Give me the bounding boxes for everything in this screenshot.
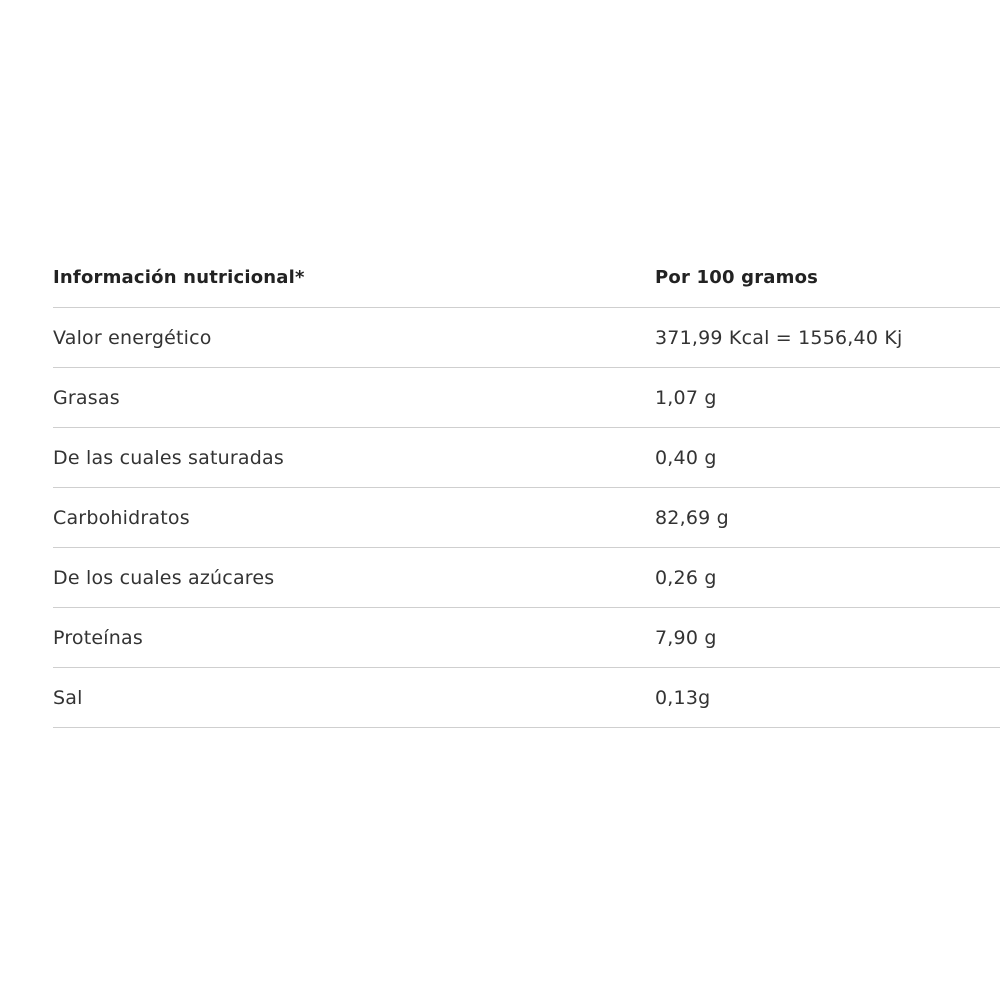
table-row xyxy=(53,608,1000,668)
row-label: De las cuales saturadas xyxy=(53,446,284,469)
table-row xyxy=(53,488,1000,548)
row-value: 1,07 g xyxy=(655,386,717,409)
row-value: 371,99 Kcal = 1556,40 Kj xyxy=(655,326,903,349)
row-value: 82,69 g xyxy=(655,506,729,529)
row-label: Proteínas xyxy=(53,626,143,649)
row-label: Valor energético xyxy=(53,326,212,349)
row-value: 0,13g xyxy=(655,686,711,709)
header-label: Información nutricional* xyxy=(53,267,305,288)
row-label: De los cuales azúcares xyxy=(53,566,275,589)
row-label: Sal xyxy=(53,686,83,709)
nutrition-table xyxy=(53,248,1000,728)
row-value: 0,26 g xyxy=(655,566,717,589)
row-value: 0,40 g xyxy=(655,446,717,469)
header-value: Por 100 gramos xyxy=(655,267,819,288)
table-row xyxy=(53,308,1000,368)
table-row xyxy=(53,548,1000,608)
row-label: Carbohidratos xyxy=(53,506,190,529)
row-value: 7,90 g xyxy=(655,626,717,649)
row-label: Grasas xyxy=(53,386,120,409)
table-row xyxy=(53,668,1000,728)
table-header-row xyxy=(53,248,1000,308)
table-row xyxy=(53,368,1000,428)
table-row xyxy=(53,428,1000,488)
